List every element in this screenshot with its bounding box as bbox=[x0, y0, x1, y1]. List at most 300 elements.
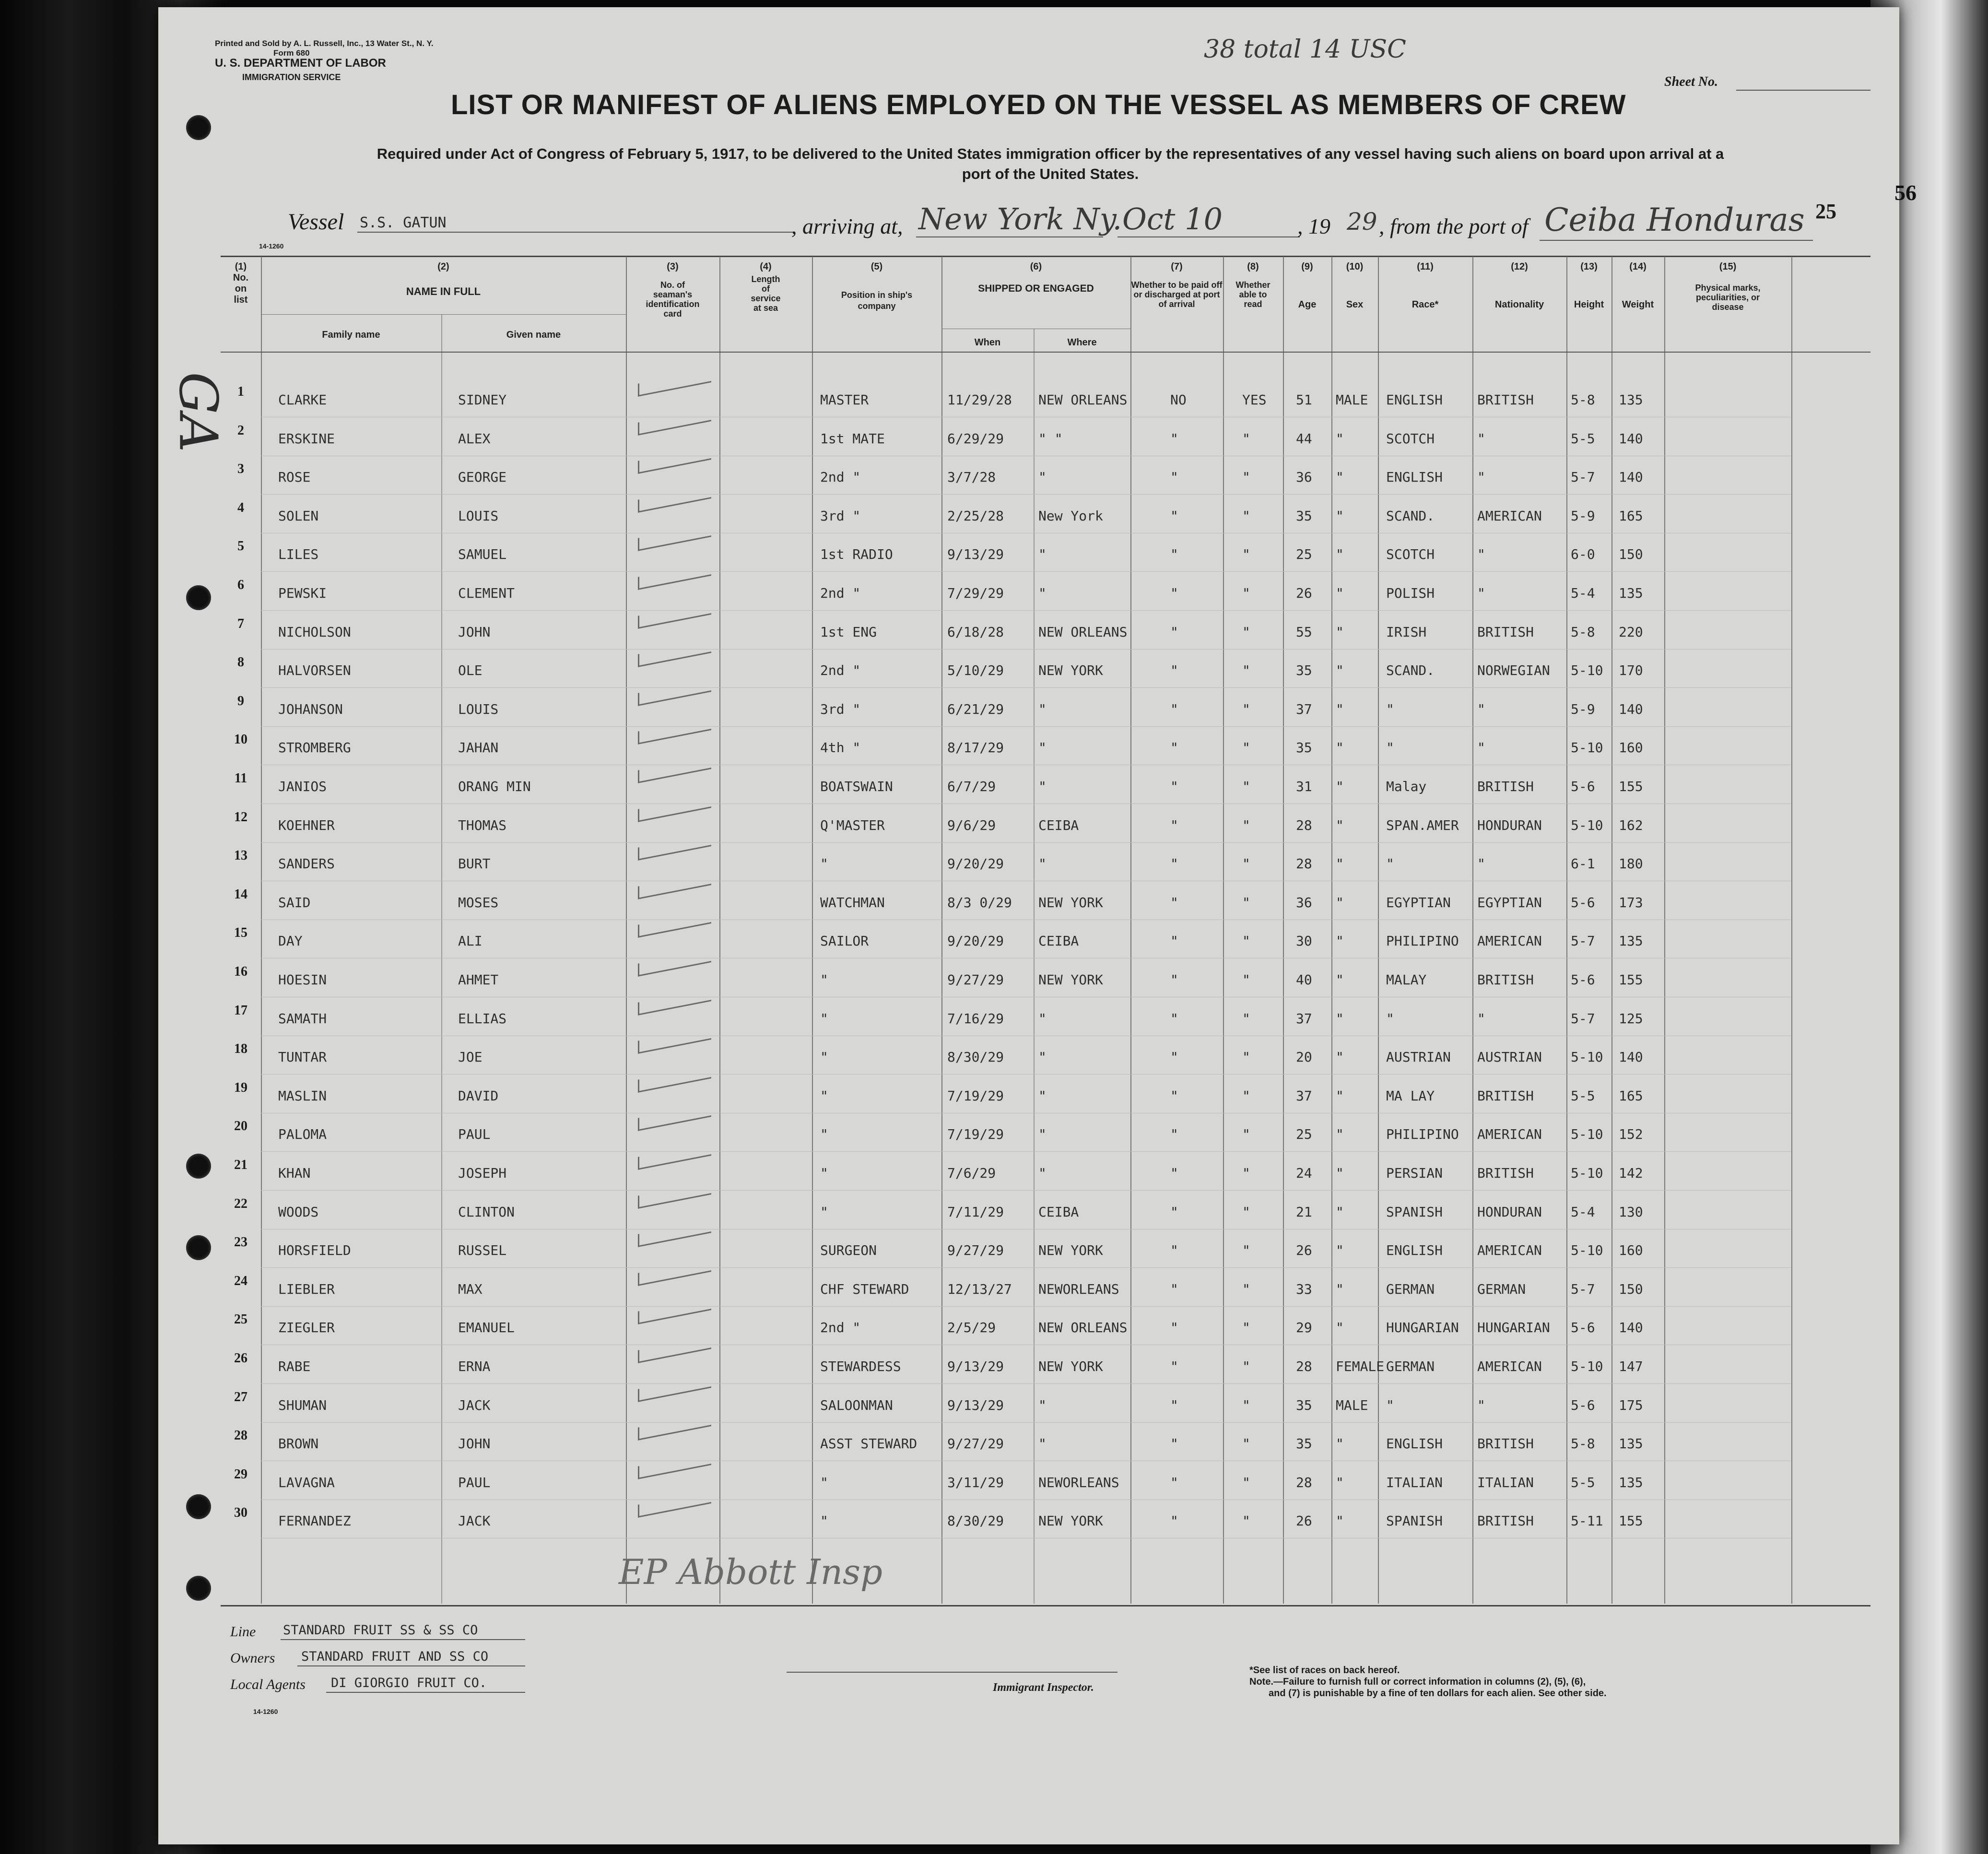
col-6-header bbox=[941, 261, 1130, 294]
cell-paid: " bbox=[1170, 701, 1178, 717]
row-rule bbox=[261, 1422, 1791, 1423]
inspector-label: Immigrant Inspector. bbox=[993, 1681, 1094, 1694]
cell-weight: 140 bbox=[1619, 469, 1643, 485]
col-13-label: Height bbox=[1574, 299, 1604, 310]
col-divider bbox=[1283, 257, 1284, 1604]
cell-weight: 140 bbox=[1619, 701, 1643, 717]
cell-height: 5-7 bbox=[1571, 1011, 1595, 1027]
row-number: 3 bbox=[237, 461, 244, 476]
col-3-label: No. of seaman's identification card bbox=[646, 280, 700, 319]
cell-height: 6-1 bbox=[1571, 856, 1595, 872]
cell-nationality: " bbox=[1477, 1011, 1485, 1027]
cell-where: NEW YORK bbox=[1038, 1242, 1103, 1258]
arriving-port: New York Ny. bbox=[918, 201, 1122, 236]
cell-sex: " bbox=[1336, 972, 1344, 988]
col-5-label: Position in ship's company bbox=[841, 290, 913, 311]
cell-weight: 152 bbox=[1619, 1126, 1643, 1142]
cell-where: " bbox=[1038, 1436, 1047, 1452]
cell-when: 9/13/29 bbox=[947, 1397, 1004, 1413]
cell-where: " bbox=[1038, 1049, 1047, 1065]
cell-where: NEW ORLEANS bbox=[1038, 1320, 1128, 1335]
cell-height: 5-10 bbox=[1571, 1242, 1603, 1258]
cell-paid: " bbox=[1170, 856, 1178, 872]
cell-race: ITALIAN bbox=[1386, 1475, 1443, 1490]
cell-when: 9/6/29 bbox=[947, 817, 996, 833]
cell-paid: " bbox=[1170, 1281, 1178, 1297]
col-2-label: NAME IN FULL bbox=[406, 285, 481, 297]
cell-age: 31 bbox=[1296, 779, 1312, 794]
cell-sex: " bbox=[1336, 701, 1344, 717]
cell-height: 5-9 bbox=[1571, 508, 1595, 524]
cell-nationality: " bbox=[1477, 469, 1485, 485]
cell-position: " bbox=[820, 1475, 828, 1490]
row-number: 16 bbox=[234, 964, 247, 979]
cell-nationality: " bbox=[1477, 701, 1485, 717]
col-divider bbox=[1223, 257, 1224, 1604]
cell-position: 2nd " bbox=[820, 662, 861, 678]
vessel-fill-line bbox=[357, 232, 794, 233]
row-number: 30 bbox=[234, 1505, 247, 1520]
agents-fill-line bbox=[326, 1692, 525, 1693]
cell-read: " bbox=[1242, 779, 1250, 794]
col-4-label: Length of service at sea bbox=[751, 274, 781, 313]
cell-age: 21 bbox=[1296, 1204, 1312, 1220]
cell-when: 6/18/28 bbox=[947, 624, 1004, 640]
col-divider bbox=[441, 314, 442, 1604]
cell-given: LOUIS bbox=[458, 508, 499, 524]
cell-read: " bbox=[1242, 1242, 1250, 1258]
cell-paid: " bbox=[1170, 779, 1178, 794]
col-divider bbox=[812, 257, 813, 1604]
cell-age: 28 bbox=[1296, 856, 1312, 872]
cell-age: 28 bbox=[1296, 817, 1312, 833]
agents-label: Local Agents bbox=[230, 1677, 306, 1692]
cell-where: NEWORLEANS bbox=[1038, 1281, 1119, 1297]
cell-when: 8/30/29 bbox=[947, 1049, 1004, 1065]
owners-value: STANDARD FRUIT AND SS CO bbox=[301, 1649, 489, 1664]
col-10-label: Sex bbox=[1346, 299, 1364, 310]
cell-when: 7/6/29 bbox=[947, 1165, 996, 1181]
row-rule bbox=[261, 1267, 1791, 1268]
col-divider bbox=[719, 257, 720, 1604]
cell-sex: MALE bbox=[1336, 1397, 1368, 1413]
cell-given: SIDNEY bbox=[458, 392, 507, 408]
cell-when: 9/27/29 bbox=[947, 972, 1004, 988]
row-rule bbox=[261, 726, 1791, 727]
owners-label: Owners bbox=[230, 1650, 275, 1666]
cell-given: GEORGE bbox=[458, 469, 507, 485]
form-number: Form 680 bbox=[273, 48, 310, 58]
cell-race: ENGLISH bbox=[1386, 1436, 1443, 1452]
cell-when: 7/29/29 bbox=[947, 585, 1004, 601]
cell-sex: " bbox=[1336, 546, 1344, 562]
cell-read: " bbox=[1242, 1358, 1250, 1374]
footnote-penalty-2: and (7) is punishable by a fine of ten dollars for each alien. See other side. bbox=[1269, 1688, 1607, 1699]
from-port-fill-line bbox=[1540, 240, 1813, 241]
cell-race: POLISH bbox=[1386, 585, 1435, 601]
cell-when: 6/7/29 bbox=[947, 779, 996, 794]
row-rule bbox=[261, 571, 1791, 572]
cell-race: SPAN.AMER bbox=[1386, 817, 1459, 833]
cell-weight: 150 bbox=[1619, 546, 1643, 562]
cell-given: THOMAS bbox=[458, 817, 507, 833]
cell-race: HUNGARIAN bbox=[1386, 1320, 1459, 1335]
cell-sex: MALE bbox=[1336, 392, 1368, 408]
manifest-page bbox=[158, 7, 1917, 1844]
cell-position: MASTER bbox=[820, 392, 869, 408]
cell-given: PAUL bbox=[458, 1126, 491, 1142]
col-7-num: (7) bbox=[1171, 261, 1183, 272]
cell-when: 11/29/28 bbox=[947, 392, 1012, 408]
cell-age: 35 bbox=[1296, 1436, 1312, 1452]
cell-given: OLE bbox=[458, 662, 482, 678]
row-rule bbox=[261, 687, 1791, 688]
row-number: 27 bbox=[234, 1390, 247, 1405]
row-number: 29 bbox=[234, 1467, 247, 1482]
row-number: 24 bbox=[234, 1274, 247, 1288]
cell-sex: FEMALE bbox=[1336, 1358, 1385, 1374]
cell-where: NEW YORK bbox=[1038, 972, 1103, 988]
col-11-label: Race* bbox=[1412, 299, 1439, 310]
cell-family: STROMBERG bbox=[278, 740, 351, 756]
family-name-header: Family name bbox=[322, 330, 380, 340]
cell-position: 3rd " bbox=[820, 701, 861, 717]
col-divider bbox=[626, 257, 627, 1604]
col-8-num: (8) bbox=[1247, 261, 1259, 272]
arrival-date: Oct 10 bbox=[1122, 201, 1223, 236]
given-name-header: Given name bbox=[506, 330, 561, 340]
cell-paid: " bbox=[1170, 1049, 1178, 1065]
col-divider bbox=[1034, 329, 1035, 1604]
col-10-header bbox=[1331, 261, 1378, 310]
cell-nationality: " bbox=[1477, 856, 1485, 872]
cell-race: SCOTCH bbox=[1386, 546, 1435, 562]
col-divider bbox=[1331, 257, 1332, 1604]
cell-race: " bbox=[1386, 1397, 1394, 1413]
row-number: 14 bbox=[234, 887, 247, 902]
cell-when: 9/27/29 bbox=[947, 1436, 1004, 1452]
cell-sex: " bbox=[1336, 469, 1344, 485]
col-4-num: (4) bbox=[760, 261, 772, 272]
cell-given: JAHAN bbox=[458, 740, 499, 756]
cell-paid: " bbox=[1170, 895, 1178, 910]
cell-position: STEWARDESS bbox=[820, 1358, 901, 1374]
cell-family: BROWN bbox=[278, 1436, 319, 1452]
cell-family: SAMATH bbox=[278, 1011, 327, 1027]
owners-fill-line bbox=[297, 1665, 525, 1666]
cell-sex: " bbox=[1336, 508, 1344, 524]
cell-weight: 175 bbox=[1619, 1397, 1643, 1413]
binder-hole bbox=[186, 1154, 211, 1179]
cell-age: 26 bbox=[1296, 1242, 1312, 1258]
col-8-label: Whether able to read bbox=[1235, 280, 1270, 309]
cell-nationality: HONDURAN bbox=[1477, 817, 1542, 833]
cell-when: 6/29/29 bbox=[947, 431, 1004, 447]
cell-paid: " bbox=[1170, 1204, 1178, 1220]
cell-read: " bbox=[1242, 1011, 1250, 1027]
cell-where: " bbox=[1038, 1011, 1047, 1027]
cell-given: MAX bbox=[458, 1281, 482, 1297]
row-number: 18 bbox=[234, 1041, 247, 1056]
cell-position: " bbox=[820, 1513, 828, 1529]
cell-position: 4th " bbox=[820, 740, 861, 756]
col-5-header bbox=[812, 261, 941, 312]
col-3-num: (3) bbox=[667, 261, 679, 272]
cell-given: ALEX bbox=[458, 431, 491, 447]
cell-family: ZIEGLER bbox=[278, 1320, 335, 1335]
cell-position: 1st MATE bbox=[820, 431, 885, 447]
cell-read: " bbox=[1242, 1320, 1250, 1335]
cell-family: DAY bbox=[278, 933, 303, 949]
cell-sex: " bbox=[1336, 856, 1344, 872]
cell-weight: 180 bbox=[1619, 856, 1643, 872]
cell-sex: " bbox=[1336, 933, 1344, 949]
col-14-label: Weight bbox=[1622, 299, 1654, 310]
cell-age: 51 bbox=[1296, 392, 1312, 408]
col-4-header bbox=[719, 261, 812, 313]
cell-age: 25 bbox=[1296, 546, 1312, 562]
row-rule bbox=[261, 494, 1791, 495]
col-2-num: (2) bbox=[437, 261, 449, 272]
footnotes bbox=[1249, 1665, 1607, 1699]
cell-paid: " bbox=[1170, 1126, 1178, 1142]
cell-weight: 135 bbox=[1619, 933, 1643, 949]
cell-age: 28 bbox=[1296, 1358, 1312, 1374]
year-suffix: 29 bbox=[1347, 208, 1377, 236]
cell-where: " bbox=[1038, 856, 1047, 872]
cell-age: 28 bbox=[1296, 1475, 1312, 1490]
cell-age: 37 bbox=[1296, 1011, 1312, 1027]
cell-read: " bbox=[1242, 895, 1250, 910]
cell-weight: 162 bbox=[1619, 817, 1643, 833]
cell-family: LAVAGNA bbox=[278, 1475, 335, 1490]
cell-when: 12/13/27 bbox=[947, 1281, 1012, 1297]
col-12-num: (12) bbox=[1511, 261, 1528, 272]
cell-paid: " bbox=[1170, 546, 1178, 562]
cell-height: 5-10 bbox=[1571, 662, 1603, 678]
cell-family: SHUMAN bbox=[278, 1397, 327, 1413]
cell-race: IRISH bbox=[1386, 624, 1427, 640]
cell-read: " bbox=[1242, 1204, 1250, 1220]
row-number: 13 bbox=[234, 848, 247, 863]
cell-position: " bbox=[820, 856, 828, 872]
cell-race: " bbox=[1386, 701, 1394, 717]
row-number: 11 bbox=[234, 771, 247, 786]
cell-nationality: " bbox=[1477, 546, 1485, 562]
line-label: Line bbox=[230, 1624, 256, 1640]
cell-nationality: NORWEGIAN bbox=[1477, 662, 1550, 678]
cell-paid: " bbox=[1170, 817, 1178, 833]
row-number: 6 bbox=[237, 578, 244, 592]
cell-sex: " bbox=[1336, 1475, 1344, 1490]
cell-sex: " bbox=[1336, 1049, 1344, 1065]
cell-sex: " bbox=[1336, 1165, 1344, 1181]
cell-sex: " bbox=[1336, 740, 1344, 756]
cell-age: 44 bbox=[1296, 431, 1312, 447]
cell-family: PEWSKI bbox=[278, 585, 327, 601]
cell-family: LILES bbox=[278, 546, 319, 562]
name-header-rule bbox=[261, 314, 626, 315]
cell-race: " bbox=[1386, 856, 1394, 872]
cell-race: MALAY bbox=[1386, 972, 1427, 988]
cell-family: CLARKE bbox=[278, 392, 327, 408]
cell-height: 5-8 bbox=[1571, 624, 1595, 640]
col-9-header bbox=[1283, 261, 1331, 310]
cell-read: " bbox=[1242, 1088, 1250, 1104]
row-number: 4 bbox=[237, 500, 244, 515]
cell-family: HALVORSEN bbox=[278, 662, 351, 678]
col-divider bbox=[1791, 257, 1792, 1604]
cell-where: " bbox=[1038, 585, 1047, 601]
cell-height: 5-10 bbox=[1571, 1358, 1603, 1374]
cell-paid: " bbox=[1170, 1397, 1178, 1413]
cell-weight: 155 bbox=[1619, 1513, 1643, 1529]
cell-family: KHAN bbox=[278, 1165, 311, 1181]
cell-sex: " bbox=[1336, 624, 1344, 640]
cell-age: 36 bbox=[1296, 895, 1312, 910]
cell-height: 5-6 bbox=[1571, 779, 1595, 794]
cell-race: ENGLISH bbox=[1386, 469, 1443, 485]
cell-paid: " bbox=[1170, 933, 1178, 949]
cell-when: 2/25/28 bbox=[947, 508, 1004, 524]
agents-value: DI GIORGIO FRUIT CO. bbox=[331, 1676, 487, 1690]
cell-race: ENGLISH bbox=[1386, 1242, 1443, 1258]
cell-when: 7/19/29 bbox=[947, 1126, 1004, 1142]
cell-where: NEW YORK bbox=[1038, 1358, 1103, 1374]
cell-race: PHILIPINO bbox=[1386, 1126, 1459, 1142]
cell-weight: 135 bbox=[1619, 1436, 1643, 1452]
cell-height: 5-10 bbox=[1571, 1126, 1603, 1142]
col-6-num: (6) bbox=[1030, 261, 1042, 272]
subtitle-line-1: Required under Act of Congress of February 5, 1917, to be delivered to the United States immigration officer by the representatives of any vessel having such aliens on board upon arrival at a bbox=[376, 145, 1724, 162]
cell-given: DAVID bbox=[458, 1088, 499, 1104]
cell-read: " bbox=[1242, 508, 1250, 524]
cell-where: NEW YORK bbox=[1038, 662, 1103, 678]
cell-read: " bbox=[1242, 469, 1250, 485]
cell-where: " bbox=[1038, 1165, 1047, 1181]
cell-paid: " bbox=[1170, 1165, 1178, 1181]
cell-nationality: AMERICAN bbox=[1477, 1126, 1542, 1142]
cell-height: 5-7 bbox=[1571, 1281, 1595, 1297]
cell-family: WOODS bbox=[278, 1204, 319, 1220]
cell-paid: " bbox=[1170, 1436, 1178, 1452]
cell-where: " bbox=[1038, 546, 1047, 562]
cell-where: " bbox=[1038, 469, 1047, 485]
cell-paid: " bbox=[1170, 1242, 1178, 1258]
cell-nationality: AMERICAN bbox=[1477, 1358, 1542, 1374]
cell-nationality: " bbox=[1477, 431, 1485, 447]
row-number: 28 bbox=[234, 1428, 247, 1443]
service: IMMIGRATION SERVICE bbox=[242, 72, 341, 82]
subtitle bbox=[278, 144, 1823, 184]
cell-family: NICHOLSON bbox=[278, 624, 351, 640]
cell-read: " bbox=[1242, 701, 1250, 717]
cell-weight: 142 bbox=[1619, 1165, 1643, 1181]
col-15-label: Physical marks, peculiarities, or disease bbox=[1695, 283, 1761, 312]
cell-age: 35 bbox=[1296, 662, 1312, 678]
cell-weight: 220 bbox=[1619, 624, 1643, 640]
cell-weight: 140 bbox=[1619, 431, 1643, 447]
cell-paid: " bbox=[1170, 469, 1178, 485]
cell-race: " bbox=[1386, 740, 1394, 756]
cell-age: 36 bbox=[1296, 469, 1312, 485]
cell-position: " bbox=[820, 1126, 828, 1142]
cell-given: JOHN bbox=[458, 624, 491, 640]
cell-nationality: " bbox=[1477, 585, 1485, 601]
cell-weight: 140 bbox=[1619, 1049, 1643, 1065]
where-header: Where bbox=[1067, 337, 1097, 348]
cell-paid: " bbox=[1170, 972, 1178, 988]
col-7-header bbox=[1130, 261, 1223, 309]
bottom-form-code: 14-1260 bbox=[253, 1708, 278, 1715]
col-11-header bbox=[1378, 261, 1472, 310]
row-rule bbox=[261, 1151, 1791, 1152]
cell-read: " bbox=[1242, 585, 1250, 601]
cell-sex: " bbox=[1336, 1126, 1344, 1142]
cell-nationality: BRITISH bbox=[1477, 1165, 1534, 1181]
row-number: 17 bbox=[234, 1003, 247, 1018]
cell-family: JANIOS bbox=[278, 779, 327, 794]
cell-sex: " bbox=[1336, 1281, 1344, 1297]
cell-sex: " bbox=[1336, 431, 1344, 447]
col-14-header bbox=[1612, 261, 1664, 310]
cell-race: SPANISH bbox=[1386, 1513, 1443, 1529]
cell-sex: " bbox=[1336, 895, 1344, 910]
col-14-num: (14) bbox=[1629, 261, 1647, 272]
cell-position: " bbox=[820, 1049, 828, 1065]
cell-given: EMANUEL bbox=[458, 1320, 515, 1335]
cell-where: NEW YORK bbox=[1038, 895, 1103, 910]
cell-sex: " bbox=[1336, 779, 1344, 794]
sheet-fill-line bbox=[1736, 90, 1870, 91]
cell-family: FERNANDEZ bbox=[278, 1513, 351, 1529]
cell-family: MASLIN bbox=[278, 1088, 327, 1104]
col-10-num: (10) bbox=[1346, 261, 1364, 272]
cell-position: ASST STEWARD bbox=[820, 1436, 918, 1452]
cell-read: " bbox=[1242, 431, 1250, 447]
cell-weight: 140 bbox=[1619, 1320, 1643, 1335]
col-12-header bbox=[1472, 261, 1566, 310]
cell-nationality: BRITISH bbox=[1477, 1436, 1534, 1452]
cell-where: CEIBA bbox=[1038, 817, 1079, 833]
row-rule bbox=[261, 842, 1791, 843]
cell-given: JOHN bbox=[458, 1436, 491, 1452]
cell-family: KOEHNER bbox=[278, 817, 335, 833]
year-prefix: , 19 bbox=[1297, 214, 1330, 238]
col-5-num: (5) bbox=[870, 261, 883, 272]
cell-age: 30 bbox=[1296, 933, 1312, 949]
cell-family: PALOMA bbox=[278, 1126, 327, 1142]
edge-number: 56 bbox=[1894, 180, 1917, 205]
cell-height: 5-6 bbox=[1571, 1397, 1595, 1413]
col-13-num: (13) bbox=[1580, 261, 1598, 272]
cell-where: " bbox=[1038, 740, 1047, 756]
cell-when: 2/5/29 bbox=[947, 1320, 996, 1335]
cell-age: 55 bbox=[1296, 624, 1312, 640]
col-divider bbox=[1472, 257, 1473, 1604]
cell-sex: " bbox=[1336, 662, 1344, 678]
cell-when: 9/13/29 bbox=[947, 546, 1004, 562]
cell-paid: " bbox=[1170, 585, 1178, 601]
cell-given: JACK bbox=[458, 1513, 491, 1529]
cell-paid: " bbox=[1170, 1088, 1178, 1104]
cell-read: " bbox=[1242, 933, 1250, 949]
inspector-signature-line bbox=[787, 1672, 1118, 1673]
cell-position: 1st RADIO bbox=[820, 546, 893, 562]
cell-where: " bbox=[1038, 1126, 1047, 1142]
cell-given: ERNA bbox=[458, 1358, 491, 1374]
cell-family: SAID bbox=[278, 895, 311, 910]
